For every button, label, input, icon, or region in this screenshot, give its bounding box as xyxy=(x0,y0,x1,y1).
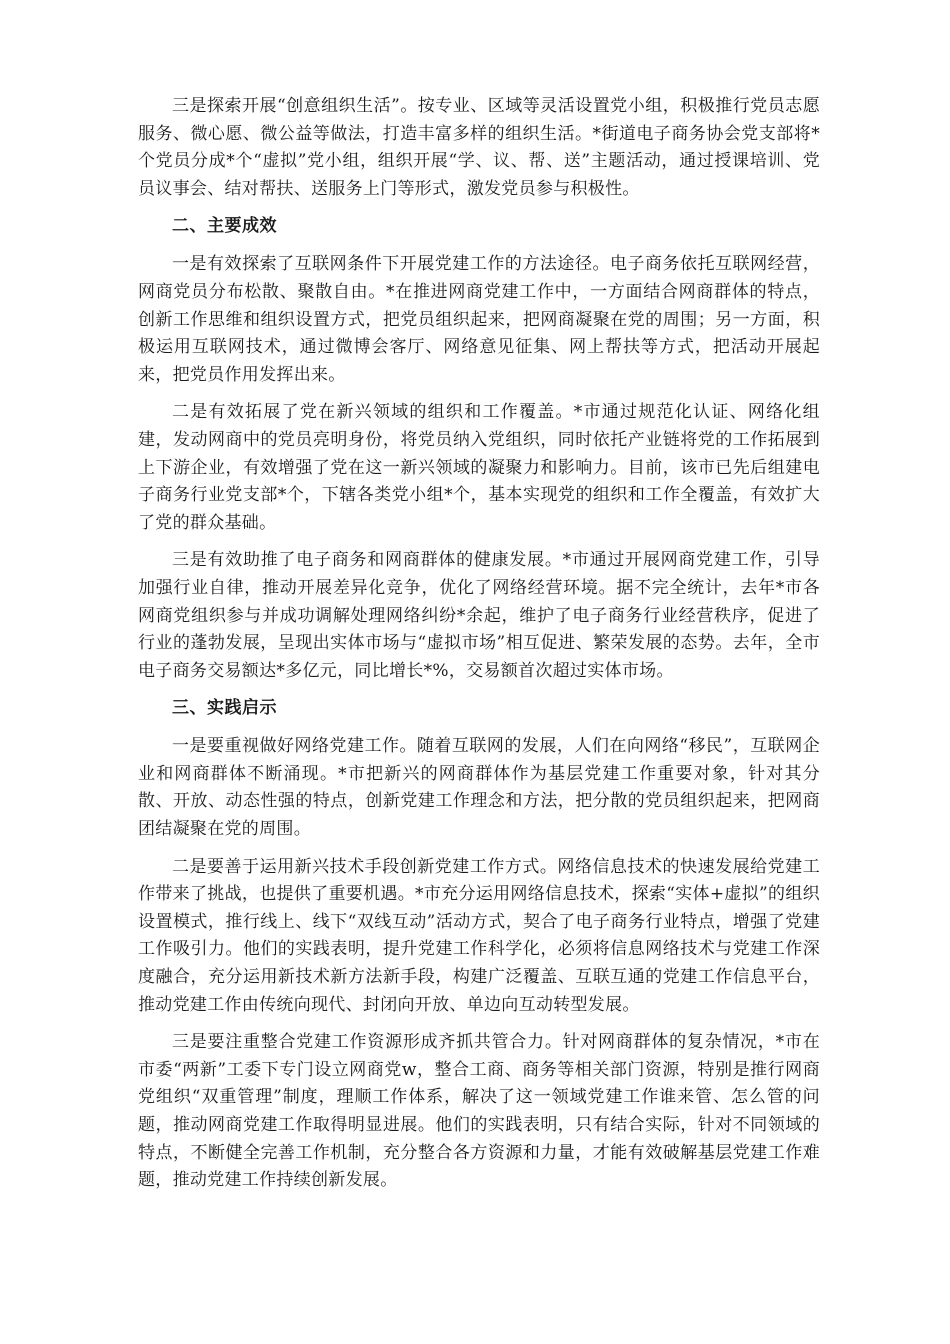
section-heading-main-results: 二、主要成效 xyxy=(172,216,277,237)
paragraph-insight-2: 二是要善于运用新兴技术手段创新党建工作方式。网络信息技术的快速发展给党建工作带来了挑战，也提供了重要机遇。*市充分运用网络信息技术，探索“实体+虚拟”的组织设置模式，推行线上、线下“双线互动”活动方式，契合了电子商务行业特点，增强了党建工作吸引力。他们的实践表明，提升党建工作科学化，必须将信息网络技术与党建工作深度融合，充分运用新技术新方法新手段，构建广泛覆盖、互联互通的党建工作信息平台，推动党建工作由传统向现代、封闭向开放、单边向互动转型发展。 xyxy=(138,856,820,1015)
paragraph-result-2: 二是有效拓展了党在新兴领域的组织和工作覆盖。*市通过规范化认证、网络化组建，发动网商中的党员亮明身份，将党员纳入党组织，同时依托产业链将党的工作拓展到上下游企业，有效增强了党在这一新兴领域的凝聚力和影响力。目前，该市已先后组建电子商务行业党支部*个，下辖各类党小组*个，基本实现党的组织和工作全覆盖，有效扩大了党的群众基础。 xyxy=(138,402,820,533)
paragraph-insight-1: 一是要重视做好网络党建工作。随着互联网的发展，人们在向网络“移民”，互联网企业和网商群体不断涌现。*市把新兴的网商群体作为基层党建工作重要对象，针对其分散、开放、动态性强的特点，创新党建工作理念和方法，把分散的党员组织起来，把网商团结凝聚在党的周围。 xyxy=(138,736,820,840)
paragraph-insight-3: 三是要注重整合党建工作资源形成齐抓共管合力。针对网商群体的复杂情况，*市在市委“两新”工委下专门设立网商党w，整合工商、商务等相关部门资源，特别是推行网商党组织“双重管理”制度，理顺工作体系，解决了这一领域党建工作谁来管、怎么管的问题，推动网商党建工作取得明显进展。他们的实践表明，只有结合实际，针对不同领域的特点，不断健全完善工作机制，充分整合各方资源和力量，才能有效破解基层党建工作难题，推动党建工作持续创新发展。 xyxy=(138,1032,820,1191)
section-heading-practice-insights: 三、实践启示 xyxy=(172,698,277,719)
paragraph-result-1: 一是有效探索了互联网条件下开展党建工作的方法途径。电子商务依托互联网经营，网商党员分布松散、聚散自由。*在推进网商党建工作中，一方面结合网商群体的特点，创新工作思维和组织设置方式，把党员组织起来，把网商凝聚在党的周围；另一方面，积极运用互联网技术，通过微博会客厅、网络意见征集、网上帮扶等方式，把活动开展起来，把党员作用发挥出来。 xyxy=(138,254,820,385)
paragraph-creative-organization-life: 三是探索开展“创意组织生活”。按专业、区域等灵活设置党小组，积极推行党员志愿服务、微心愿、微公益等做法，打造丰富多样的组织生活。*街道电子商务协会党支部将*个党员分成*个“虚拟”党小组，组织开展“学、议、帮、送”主题活动，通过授课培训、党员议事会、结对帮扶、送服务上门等形式，激发党员参与积极性。 xyxy=(138,96,820,199)
paragraph-result-3: 三是有效助推了电子商务和网商群体的健康发展。*市通过开展网商党建工作，引导加强行业自律，推动开展差异化竞争，优化了网络经营环境。据不完全统计，去年*市各网商党组织参与并成功调解处理网络纠纷*余起，维护了电子商务行业经营秩序，促进了行业的蓬勃发展，呈现出实体市场与“虚拟市场”相互促进、繁荣发展的态势。去年，全市电子商务交易额达*多亿元，同比增长*%，交易额首次超过实体市场。 xyxy=(138,550,820,681)
